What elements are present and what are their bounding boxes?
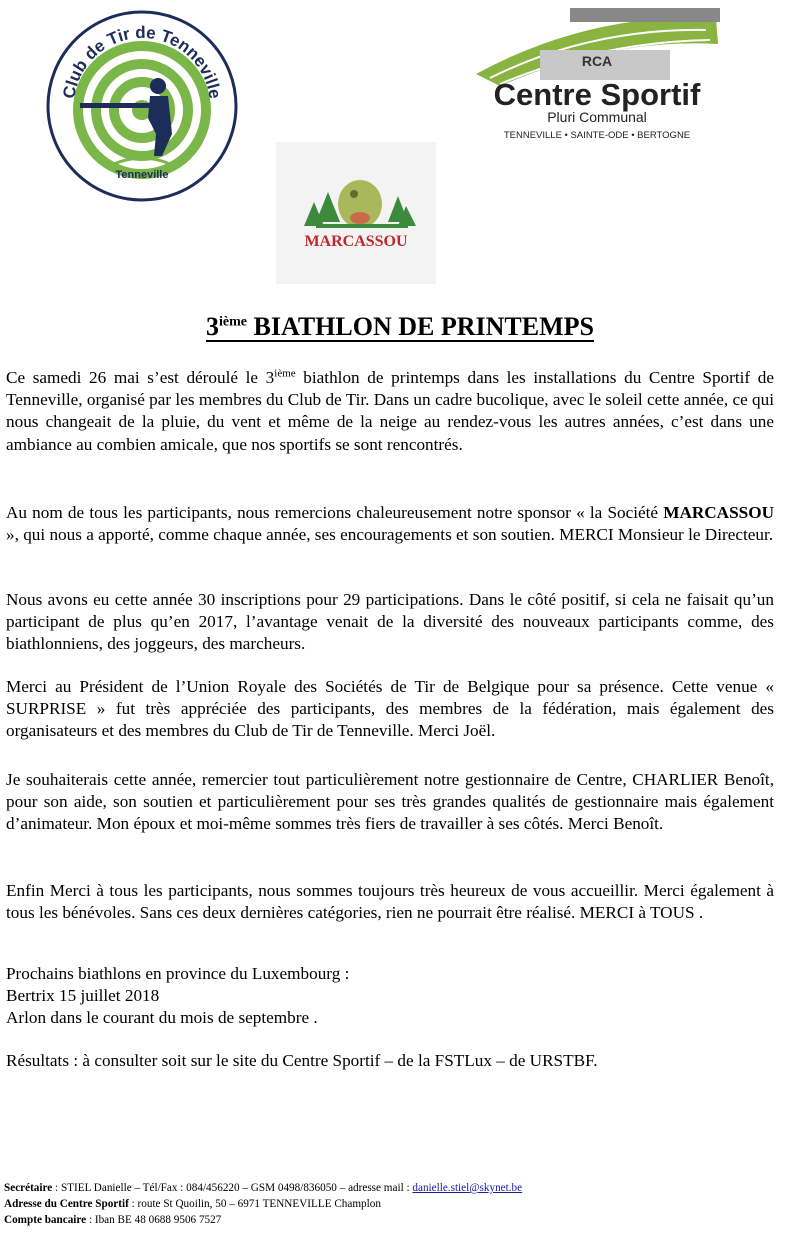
paragraph-gestionnaire: Je souhaiterais cette année, remercier tout particulièrement notre gestionnaire de Centre, CHARLIER Benoît, pour son aide, son soutien et particulièrement pour ses très grandes qualités de gestionnaire mais également d’animateur. Mon époux et moi-même sommes très fiers de travailler à ses côtés. Merci Benoît. (6, 770, 774, 834)
svg-text:RCA: RCA (581, 53, 613, 69)
paragraph-thanks: Enfin Merci à tous les participants, nous sommes toujours très heureux de vous accueillir. Merci également à tous les bénévoles. Sans ces deux dernières catégories, rien ne pourrait être réalisé. MERCI à TOUS . (6, 881, 774, 923)
paragraph-intro: Ce samedi 26 mai s’est déroulé le 3ième biathlon de printemps dans les installations du Centre Sportif de Tenneville, organisé par les membres du Club de Tir. Dans un cadre bucolique, avec le soleil cette année, ce qui nous changeait de la pluie, du vent et même de la neige au rendez-vous les autres années, c’est dans une ambiance au combien amicale, que nos sportifs se sont rencontrés. (6, 367, 774, 454)
paragraph-participations: Nous avons eu cette année 30 inscriptions pour 29 participations. Dans le côté positif, si cela ne faisait qu’un participant de plus qu’en 2017, l’avantage venait de la diversité des nouveaux participants comme, des biathlonniens, des joggeurs, des marcheurs. (6, 590, 774, 654)
svg-text:Club de Tir de Tenneville: Club de Tir de Tenneville (59, 22, 225, 101)
paragraph-results: Résultats : à consulter soit sur le site du Centre Sportif – de la FSTLux – de URSTBF. (6, 1051, 598, 1070)
footer-bank: Compte bancaire : Iban BE 48 0688 9506 7527 (4, 1214, 222, 1226)
paragraph-sponsor: Au nom de tous les participants, nous remercions chaleureusement notre sponsor « la Société MARCASSOU », qui nous a apporté, comme chaque année, ses encouragements et son soutien. MERCI Monsieur le Directeur. (6, 503, 774, 545)
target-logo-icon (44, 6, 240, 206)
centre-sportif-logo (470, 4, 724, 142)
paragraph-next-biathlons: Prochains biathlons en province du Luxembourg : Bertrix 15 juillet 2018 Arlon dans le courant du mois de septembre . (6, 964, 350, 1028)
email-link[interactable]: danielle.stiel@skynet.be (412, 1182, 523, 1194)
boar-logo-icon (276, 142, 436, 284)
paragraph-president: Merci au Président de l’Union Royale des Sociétés de Tir de Belgique pour sa présence. Cette venue « SURPRISE » fut très appréciée des participants, des membres de la fédération, mais également des organisateurs et des membres du Club de Tir de Tenneville. Merci Joël. (6, 677, 774, 741)
svg-text:Pluri Communal: Pluri Communal (547, 109, 647, 125)
svg-text:Tenneville: Tenneville (115, 169, 169, 181)
stadium-logo-icon (470, 4, 724, 142)
footer-address: Adresse du Centre Sportif : route St Quoilin, 50 – 6971 TENNEVILLE Champlon (4, 1198, 381, 1210)
svg-text:TENNEVILLE • SAINTE-ODE • BERT: TENNEVILLE • SAINTE-ODE • BERTOGNE (503, 130, 691, 141)
marcassou-logo (276, 142, 436, 284)
svg-text:Centre Sportif: Centre Sportif (493, 77, 701, 112)
svg-text:MARCASSOU: MARCASSOU (304, 233, 408, 250)
footer-secretary: Secrétaire : STIEL Danielle – Tél/Fax : 084/456220 – GSM 0498/836050 – adresse mail : danielle.stiel@skynet.be (4, 1182, 523, 1194)
club-de-tir-logo (44, 6, 240, 206)
page-title: 3ième BIATHLON DE PRINTEMPS (206, 312, 594, 341)
